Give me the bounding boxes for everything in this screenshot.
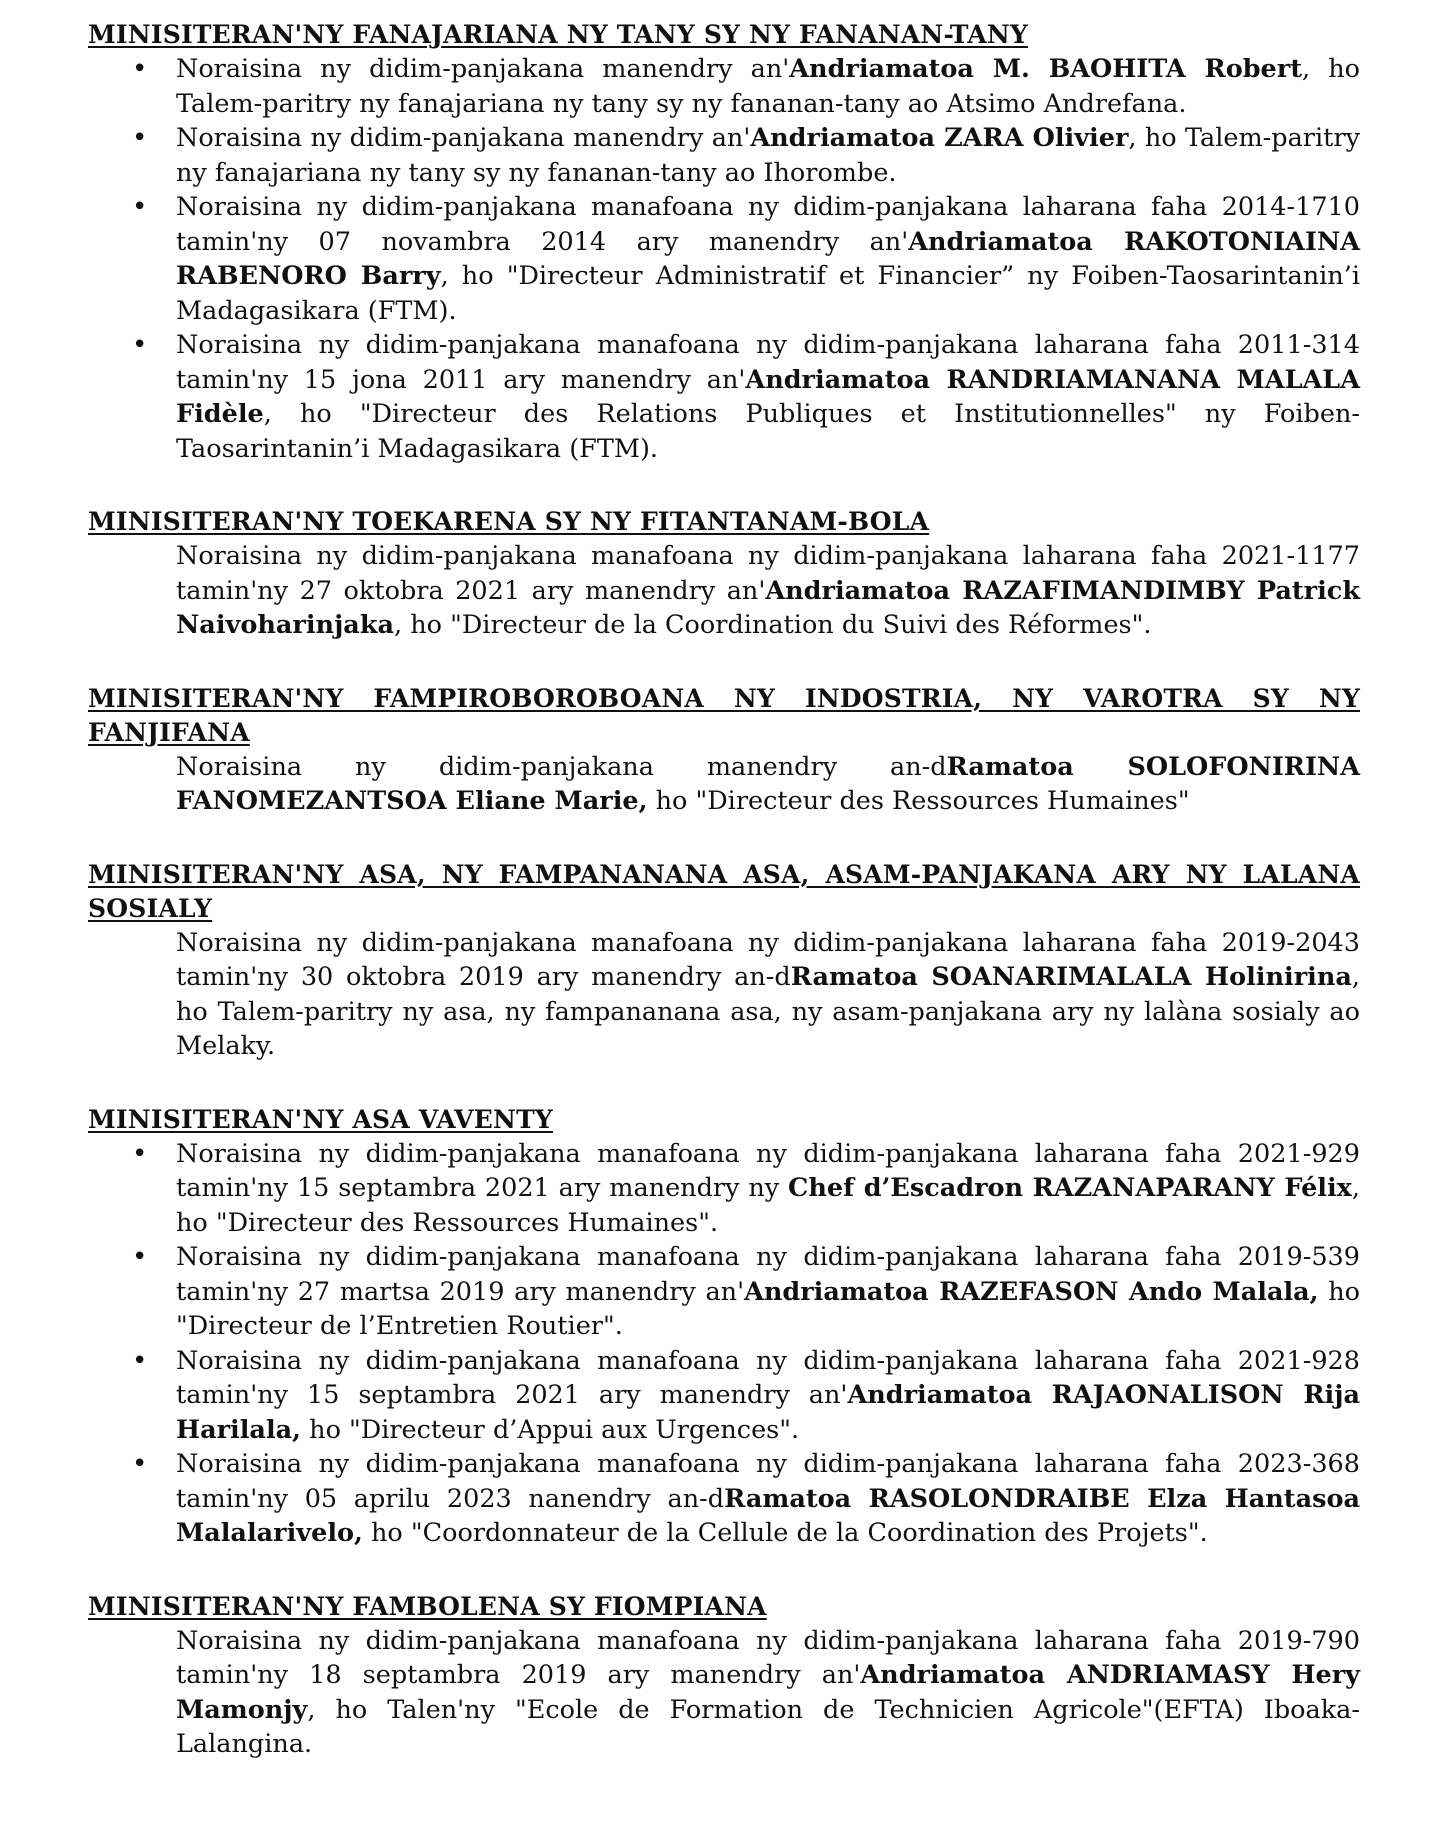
decree-item: [88, 328, 1360, 466]
ministry-section-6: [88, 1590, 1360, 1762]
ministry-section-5: [88, 1103, 1360, 1551]
decree-text: , ho Talem-paritry ny fanajariana ny tany sy ny fananan-tany ao Ihorombe.: [176, 123, 1360, 188]
ministry-section-2: [88, 505, 1360, 643]
appointee-name: Andriamatoa M. BAOHITA Robert: [789, 54, 1302, 84]
appointee-name: Ramatoa SOANARIMALALA Holinirina: [790, 962, 1352, 992]
ministry-section-3: [88, 682, 1360, 819]
decree-item: [88, 1240, 1360, 1344]
decree-text: Noraisina ny didim-panjakana manafoana ny didim-panjakana laharana faha 2021-929 tamin'ny 15 septambra 2021 ary manendry ny: [176, 1138, 1360, 1203]
decree-item: [88, 1137, 1360, 1241]
decree-text: ho "Coordonnateur de la Cellule de la Coordination des Projets".: [362, 1518, 1208, 1548]
appointee-name: Chef d’Escadron RAZANAPARANY Félix: [788, 1173, 1352, 1203]
decree-text: , ho "Directeur Administratif et Financier” ny Foiben-Taosarintanin’i Madagasikara (FTM).: [176, 261, 1360, 326]
ministry-section-4: [88, 858, 1360, 1064]
decree-text: ho "Directeur d’Appui aux Urgences".: [301, 1414, 800, 1445]
decree-item: [88, 539, 1360, 643]
decree-list: [88, 1137, 1360, 1551]
decree-text: Noraisina ny didim-panjakana manendry an-d: [176, 751, 947, 782]
decree-list: [88, 52, 1360, 466]
appointee-name: Andriamatoa RAJAONALISON Rija Harilala,: [176, 1380, 1360, 1445]
decree-text: , ho "Directeur des Relations Publiques et Institutionnelles" ny Foiben-Taosarintanin’i Madagasikara (FTM).: [176, 399, 1360, 464]
decree-item: [88, 926, 1360, 1064]
decree-text: , ho "Directeur de la Coordination du Suivi des Réformes".: [394, 610, 1152, 640]
appointee-name: Andriamatoa ANDRIAMASY Hery Mamonjy: [176, 1660, 1360, 1725]
decree-text: , ho "Directeur des Ressources Humaines".: [176, 1173, 1360, 1238]
appointee-name: Ramatoa RASOLONDRAIBE Elza Hantasoa Malalarivelo,: [176, 1483, 1360, 1548]
decree-list: [88, 926, 1360, 1064]
appointee-name: Andriamatoa RAKOTONIAINA RABENORO Barry: [176, 226, 1360, 291]
decree-list: [88, 1624, 1360, 1762]
decree-text: Noraisina ny didim-panjakana manafoana ny didim-panjakana laharana faha 2021-928 tamin'ny 15 septambra 2021 ary manendry an': [176, 1345, 1360, 1410]
appointee-name: Andriamatoa RANDRIAMANANA MALALA Fidèle: [176, 364, 1360, 429]
decree-text: Noraisina ny didim-panjakana manafoana ny didim-panjakana laharana faha 2021-1177 tamin'ny 27 oktobra 2021 ary manendry an': [176, 541, 1360, 606]
ministry-section-1: [88, 18, 1360, 466]
appointee-name: Andriamatoa ZARA Olivier: [750, 123, 1129, 153]
appointee-name: Andriamatoa RAZAFIMANDIMBY Patrick Naivoharinjaka: [176, 575, 1360, 640]
decree-list: [88, 539, 1360, 643]
decree-text: Noraisina ny didim-panjakana manafoana ny didim-panjakana laharana faha 2019-539 tamin'ny 27 martsa 2019 ary manendry an': [176, 1242, 1360, 1307]
decree-item: [88, 1447, 1360, 1551]
decree-text: Noraisina ny didim-panjakana manafoana ny didim-panjakana laharana faha 2023-368 tamin'ny 05 aprilu 2023 nanendry an-d: [176, 1449, 1360, 1514]
decree-list: [88, 750, 1360, 819]
decree-item: [88, 121, 1360, 190]
ministry-heading: MINISITERAN'NY FAMBOLENA SY FIOMPIANA: [88, 1591, 767, 1621]
decree-item: [88, 1624, 1360, 1762]
ministry-heading: MINISITERAN'NY FANAJARIANA NY TANY SY NY FANANAN-TANY: [88, 20, 1029, 49]
decree-text: Noraisina ny didim-panjakana manafoana ny didim-panjakana laharana faha 2019-790 tamin'ny 18 septambra 2019 ary manendry an': [176, 1625, 1360, 1690]
decree-text: Noraisina ny didim-panjakana manafoana ny didim-panjakana laharana faha 2014-1710 tamin'ny 07 novambra 2014 ary manendry an': [176, 192, 1360, 257]
ministry-heading: MINISITERAN'NY FAMPIROBOROBOANA NY INDOSTRIA, NY VAROTRA SY NY FANJIFANA: [88, 683, 1360, 747]
appointee-name: Andriamatoa RAZEFASON Ando Malala,: [744, 1276, 1319, 1307]
appointee-name: Ramatoa SOLOFONIRINA FANOMEZANTSOA Eliane Marie,: [176, 751, 1361, 816]
decree-text: , ho Talem-paritry ny fanajariana ny tany sy ny fananan-tany ao Atsimo Andrefana.: [176, 54, 1360, 119]
decree-text: Noraisina ny didim-panjakana manendry an': [176, 54, 790, 84]
document-body: [88, 18, 1360, 1801]
decree-item: [88, 52, 1360, 121]
ministry-heading: MINISITERAN'NY TOEKARENA SY NY FITANTANAM-BOLA: [88, 507, 930, 536]
decree-text: ho "Directeur de l’Entretien Routier".: [176, 1276, 1360, 1341]
decree-text: , ho Talen'ny "Ecole de Formation de Technicien Agricole"(EFTA) Iboaka-Lalangina.: [176, 1694, 1360, 1759]
decree-text: Noraisina ny didim-panjakana manafoana ny didim-panjakana laharana faha 2019-2043 tamin'ny 30 oktobra 2019 ary manendry an-d: [176, 927, 1360, 992]
decree-item: [88, 750, 1360, 819]
decree-text: ho "Directeur des Ressources Humaines": [647, 786, 1190, 816]
decree-item: [88, 190, 1360, 328]
decree-text: , ho Talem-paritry ny asa, ny fampananana asa, ny asam-panjakana ary ny lalàna sosialy ao Melaky.: [176, 962, 1360, 1061]
ministry-heading: MINISITERAN'NY ASA, NY FAMPANANANA ASA, ASAM-PANJAKANA ARY NY LALANA SOSIALY: [88, 859, 1360, 923]
decree-text: Noraisina ny didim-panjakana manafoana ny didim-panjakana laharana faha 2011-314 tamin'ny 15 jona 2011 ary manendry an': [176, 330, 1360, 395]
ministry-heading: MINISITERAN'NY ASA VAVENTY: [88, 1104, 553, 1134]
decree-item: [88, 1344, 1360, 1448]
decree-text: Noraisina ny didim-panjakana manendry an': [176, 123, 751, 153]
